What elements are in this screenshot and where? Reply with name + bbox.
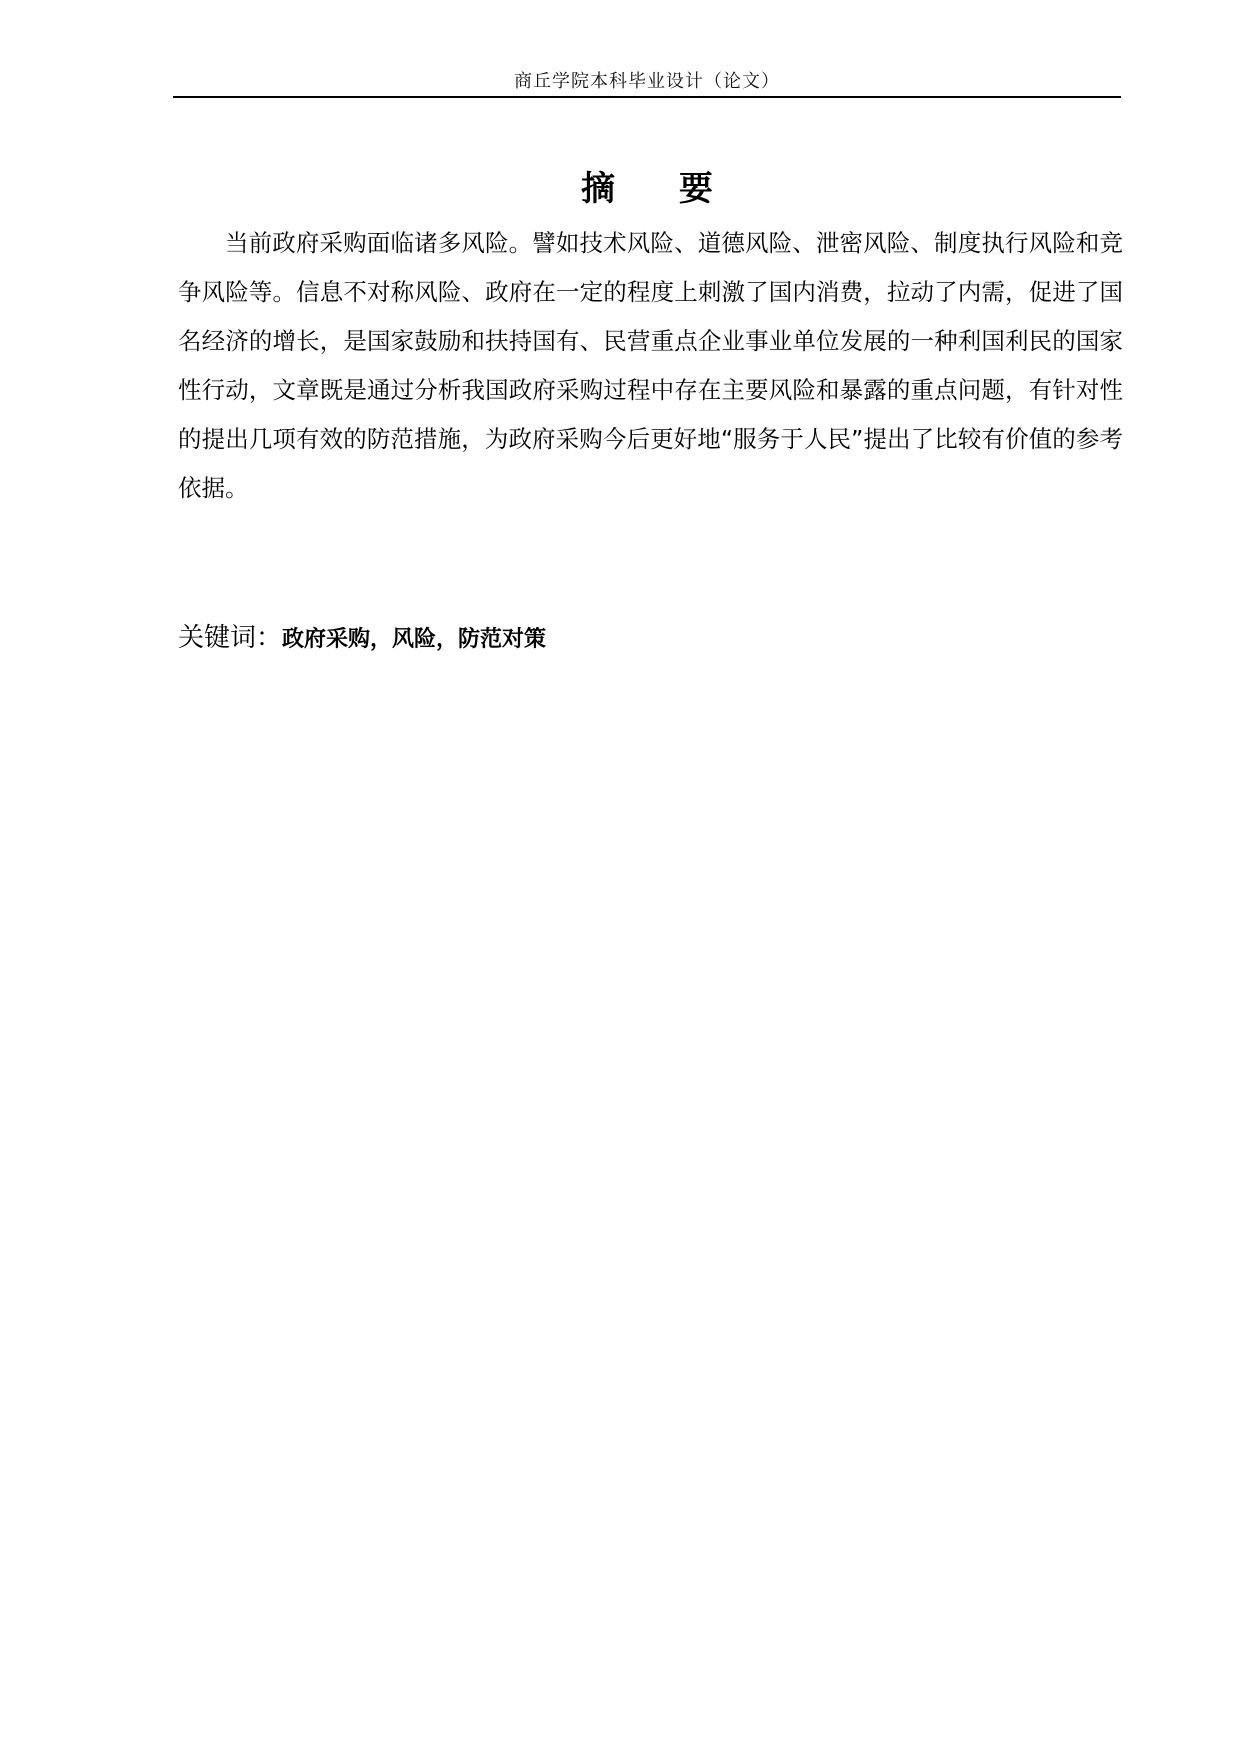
header-rule — [173, 96, 1121, 98]
abstract-title: 摘 要 — [581, 168, 739, 209]
running-header: 商丘学院本科毕业设计（论文） — [514, 71, 780, 92]
keywords-label: 关键词： — [178, 623, 283, 653]
keywords-values: 政府采购，风险，防范对策 — [282, 627, 547, 652]
abstract-body: 当前政府采购面临诸多风险。譬如技术风险、道德风险、泄密风险、制度执行风险和竞争风险等。信息不对称风险、政府在一定的程度上刺激了国内消费，拉动了内需，促进了国名经济的增长，是国家鼓励和扶持国有、民营重点企业事业单位发展的一种利国利民的国家性行动，文章既是通过分析我国政府采购过程中存在主要风险和暴露的重点问题，有针对性的提出几项有效的防范措施，为政府采购今后更好地“服务于人民”提出了比较有价值的参考依据。 — [178, 229, 1123, 502]
keywords-line — [178, 618, 1123, 661]
